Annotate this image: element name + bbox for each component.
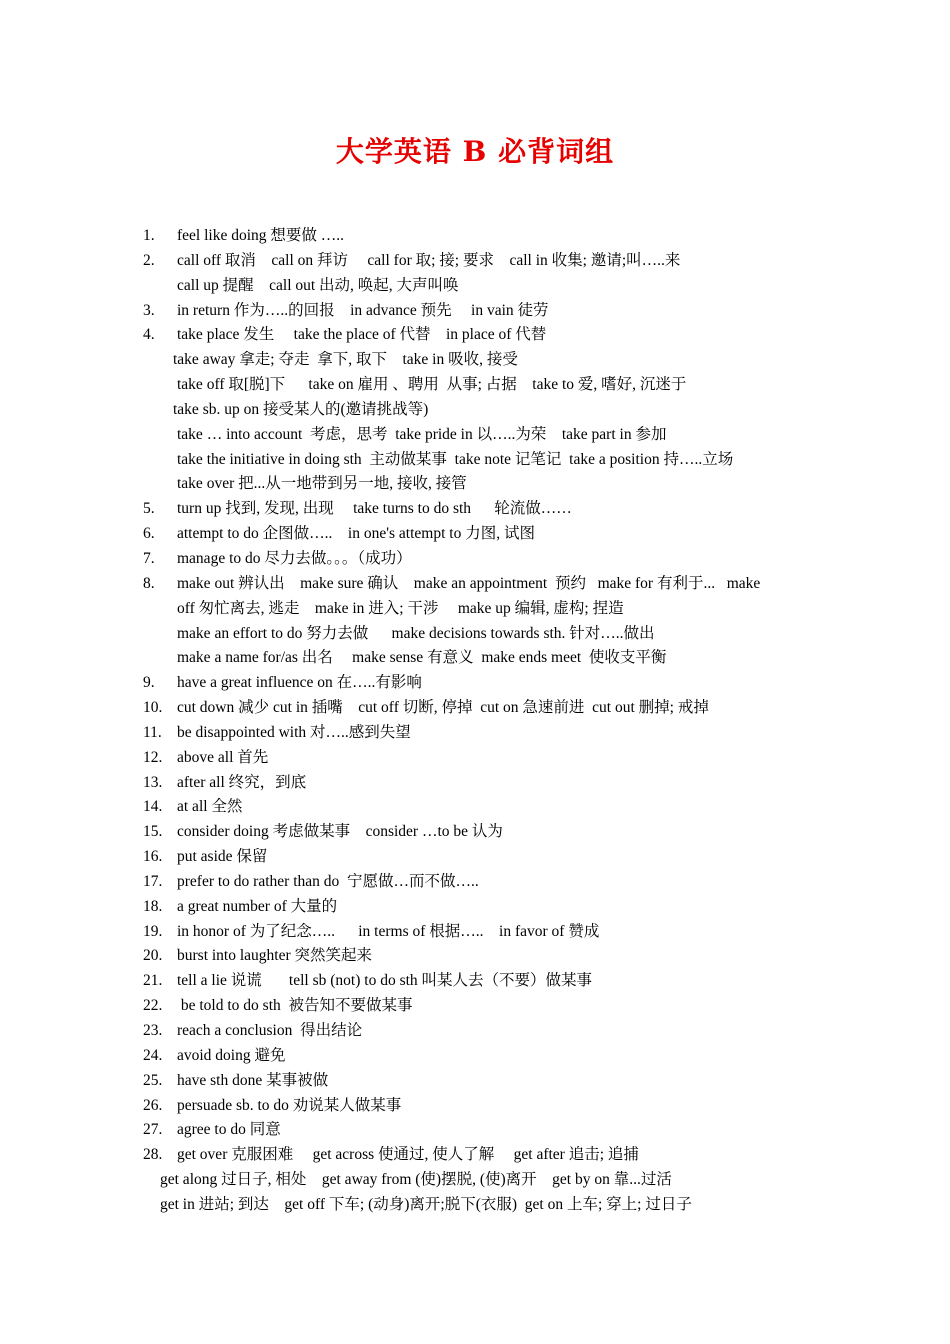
list-item: [0, 944, 950, 969]
list-item: [0, 1069, 950, 1094]
item-text: prefer to do rather than do 宁愿做…而不做…..: [177, 872, 479, 890]
list-item: [0, 1168, 950, 1193]
item-number: 27.: [143, 1121, 163, 1139]
list-item: [0, 323, 950, 348]
list-item: [0, 895, 950, 920]
item-text: in honor of 为了纪念….. in terms of 根据….. in favor of 赞成: [177, 922, 600, 940]
item-number: 14.: [143, 798, 163, 816]
item-continuation-text: take sb. up on 接受某人的(邀请挑战等): [173, 400, 429, 418]
item-number: 21.: [143, 972, 163, 990]
list-item: [0, 969, 950, 994]
item-number: 3.: [143, 301, 155, 319]
item-number: 18.: [143, 897, 163, 915]
list-item: [0, 497, 950, 522]
list-item: [0, 1193, 950, 1218]
item-text: a great number of 大量的: [177, 897, 338, 915]
item-number: 4.: [143, 326, 155, 344]
item-text: after all 终究，到底: [177, 773, 307, 791]
item-number: 5.: [143, 500, 155, 518]
list-item: [0, 771, 950, 796]
item-text: at all 全然: [177, 798, 243, 816]
item-text: put aside 保留: [177, 848, 268, 866]
item-number: 8.: [143, 574, 155, 592]
list-item: [0, 1118, 950, 1143]
list-item: [0, 274, 950, 299]
item-text: agree to do 同意: [177, 1121, 281, 1139]
item-text: consider doing 考虑做某事 consider …to be 认为: [177, 823, 503, 841]
item-continuation-text: take off 取[脱]下 take on 雇用 、聘用 从事; 占据 take to 爱, 嗜好, 沉迷于: [177, 376, 687, 394]
item-number: 15.: [143, 823, 163, 841]
item-number: 22.: [143, 997, 163, 1015]
item-number: 1.: [143, 227, 155, 244]
item-number: 2.: [143, 251, 155, 269]
item-text: feel like doing 想要做 …..: [177, 227, 345, 244]
item-number: 25.: [143, 1071, 163, 1089]
item-continuation-text: take over 把...从一地带到另一地, 接收, 接管: [177, 475, 467, 493]
document-title: 大学英语 B 必背词组: [335, 135, 615, 168]
item-text: make out 辨认出 make sure 确认 make an appointment 预约 make for 有利于... make: [177, 574, 761, 592]
item-continuation-text: get along 过日子, 相处 get away from (使)摆脱, (使)离开 get by on 靠...过活: [160, 1171, 672, 1189]
item-text: call off 取消 call on 拜访 call for 取; 接; 要求 call in 收集; 邀请;叫…..来: [177, 251, 681, 269]
list-item: [0, 547, 950, 572]
list-item: [0, 870, 950, 895]
list-item: [0, 795, 950, 820]
item-text: tell a lie 说谎 tell sb (not) to do sth 叫某人去（不要）做某事: [177, 972, 593, 990]
list-item: [0, 820, 950, 845]
list-item: [0, 696, 950, 721]
list-item: [0, 398, 950, 423]
list-item: [0, 746, 950, 771]
list-item: [0, 1143, 950, 1168]
list-item: [0, 721, 950, 746]
list-item: [0, 597, 950, 622]
list-item: [0, 622, 950, 647]
phrase-list: [0, 224, 950, 1218]
item-number: 7.: [143, 549, 155, 567]
list-item: [0, 448, 950, 473]
list-item: [0, 845, 950, 870]
item-number: 28.: [143, 1146, 163, 1164]
item-text: be told to do sth 被告知不要做某事: [177, 997, 413, 1015]
item-number: 17.: [143, 872, 163, 890]
item-number: 24.: [143, 1046, 163, 1064]
item-text: manage to do 尽力去做。。。（成功）: [177, 549, 412, 567]
item-number: 20.: [143, 947, 163, 965]
item-text: have sth done 某事被做: [177, 1071, 329, 1089]
item-text: avoid doing 避免: [177, 1046, 286, 1064]
list-item: [0, 472, 950, 497]
item-text: above all 首先: [177, 748, 269, 766]
item-text: in return 作为…..的回报 in advance 预先 in vain 徒劳: [177, 301, 549, 319]
item-continuation-text: take … into account 考虑，思考 take pride in 以…..为荣 take part in 参加: [177, 425, 667, 443]
item-text: turn up 找到, 发现, 出现 take turns to do sth 轮流做……: [177, 500, 572, 518]
item-text: burst into laughter 突然笑起来: [177, 947, 373, 965]
list-item: [0, 572, 950, 597]
list-item: [0, 1044, 950, 1069]
list-item: [0, 373, 950, 398]
item-number: 23.: [143, 1022, 163, 1039]
item-number: 26.: [143, 1096, 163, 1114]
item-text: persuade sb. to do 劝说某人做某事: [177, 1096, 402, 1114]
item-number: 16.: [143, 848, 163, 866]
list-item: [0, 224, 950, 249]
item-continuation-text: make an effort to do 努力去做 make decisions towards sth. 针对…..做出: [177, 624, 655, 642]
item-number: 13.: [143, 773, 163, 791]
item-continuation-text: take away 拿走; 夺走 拿下, 取下 take in 吸收, 接受: [173, 351, 518, 369]
item-continuation-text: get in 进站; 到达 get off 下车; (动身)离开;脱下(衣服) get on 上车; 穿上; 过日子: [160, 1195, 692, 1213]
item-text: cut down 减少 cut in 插嘴 cut off 切断, 停掉 cut on 急速前进 cut out 删掉; 戒掉: [177, 699, 709, 717]
item-text: be disappointed with 对…..感到失望: [177, 723, 411, 741]
list-item: [0, 299, 950, 324]
item-number: 10.: [143, 699, 163, 717]
list-item: [0, 522, 950, 547]
item-continuation-text: make a name for/as 出名 make sense 有意义 make ends meet 使收支平衡: [177, 649, 667, 667]
item-text: get over 克服困难 get across 使通过, 使人了解 get after 追击; 追捕: [177, 1146, 639, 1164]
item-number: 6.: [143, 525, 155, 543]
item-text: attempt to do 企图做….. in one's attempt to 力图, 试图: [177, 525, 535, 543]
list-item: [0, 1094, 950, 1119]
list-item: [0, 348, 950, 373]
list-item: [0, 646, 950, 671]
item-text: reach a conclusion 得出结论: [177, 1022, 363, 1039]
item-number: 12.: [143, 748, 163, 766]
item-number: 9.: [143, 674, 155, 692]
list-item: [0, 994, 950, 1019]
item-continuation-text: take the initiative in doing sth 主动做某事 take note 记笔记 take a position 持…..立场: [177, 450, 734, 468]
item-number: 19.: [143, 922, 163, 940]
item-continuation-text: call up 提醒 call out 出动, 唤起, 大声叫唤: [177, 276, 459, 294]
list-item: [0, 671, 950, 696]
list-item: [0, 249, 950, 274]
item-continuation-text: off 匆忙离去, 逃走 make in 进入; 干涉 make up 编辑, 虚构; 捏造: [177, 599, 624, 617]
list-item: [0, 1019, 950, 1044]
item-text: take place 发生 take the place of 代替 in place of 代替: [177, 326, 547, 344]
item-text: have a great influence on 在…..有影响: [177, 674, 422, 692]
list-item: [0, 423, 950, 448]
list-item: [0, 920, 950, 945]
item-number: 11.: [143, 723, 162, 741]
